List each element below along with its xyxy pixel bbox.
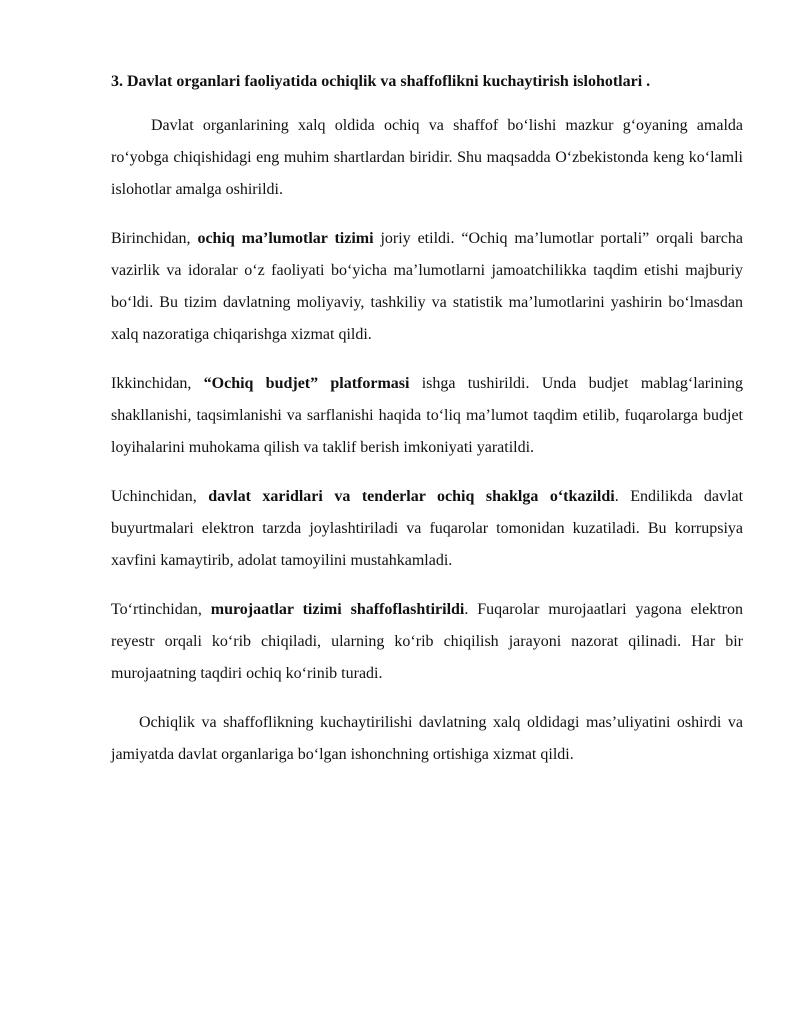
paragraph-fourth — [111, 594, 743, 690]
paragraph-fourth-lead: Toʻrtinchidan, — [111, 601, 211, 618]
paragraph-second — [111, 368, 743, 464]
paragraph-second-text: ishga tushirildi. Unda budjet mablagʻlarining shakllanishi, taqsimlanishi va sarflanishi haqida toʻliq maʼlumot taqdim etilib, fuqarolarga budjet loyihalarini muhokama qilish va taklif berish imkoniyati yaratildi. — [111, 375, 744, 456]
paragraph-third-text: . Endilikda davlat buyurtmalari elektron tarzda joylashtiriladi va fuqarolar tomonidan kuzatiladi. Bu korrupsiya xavfini kamaytirib, adolat tamoyilini mustahkamladi. — [111, 488, 744, 569]
document-page — [111, 72, 743, 788]
paragraph-third-lead: Uchinchidan, — [111, 488, 209, 505]
paragraph-first-bold: ochiq maʼlumotlar tizimi — [197, 230, 374, 247]
paragraph-third-bold: davlat xaridlari va tenderlar ochiq shaklga oʻtkazildi — [208, 488, 615, 505]
section-heading: 3. Davlat organlari faoliyatida ochiqlik va shaffoflikni kuchaytirish islohotlari . — [111, 73, 651, 90]
intro-paragraph: Davlat organlarining xalq oldida ochiq va shaffof boʻlishi mazkur gʻoyaning amalda roʻyobga chiqishidagi eng muhim shartlardan biridir. Shu maqsadda Oʻzbekistonda keng koʻlamli islohotlar amalga oshirildi. — [111, 117, 743, 198]
paragraph-fourth-text: . Fuqarolar murojaatlari yagona elektron reyestr orqali koʻrib chiqiladi, ularning koʻrib chiqilish jarayoni nazorat qilinadi. Har bir murojaatning taqdiri ochiq koʻrinib turadi. — [111, 601, 743, 682]
paragraph-second-bold: “Ochiq budjet” platformasi — [203, 375, 410, 392]
paragraph-first-lead: Birinchidan, — [111, 230, 198, 247]
paragraph-second-lead: Ikkinchidan, — [111, 375, 204, 392]
paragraph-fourth-bold: murojaatlar tizimi shaffoflashtirildi — [210, 601, 465, 618]
paragraph-first-text: joriy etildi. “Ochiq maʼlumotlar portali” orqali barcha vazirlik va idoralar oʻz faoliyati boʻyicha maʼlumotlarni jamoatchilikka taqdim etishi majburiy boʻldi. Bu tizim davlatning moliyaviy, tashkiliy va statistik maʼlumotlarini yashirin boʻlmasdan xalq nazoratiga chiqarishga xizmat qildi. — [111, 230, 744, 343]
paragraph-third — [111, 481, 743, 577]
conclusion-paragraph: Ochiqlik va shaffoflikning kuchaytirilishi davlatning xalq oldidagi masʼuliyatini oshirdi va jamiyatda davlat organlariga boʻlgan ishonchning ortishiga xizmat qildi. — [111, 714, 743, 763]
paragraph-first — [111, 223, 743, 351]
